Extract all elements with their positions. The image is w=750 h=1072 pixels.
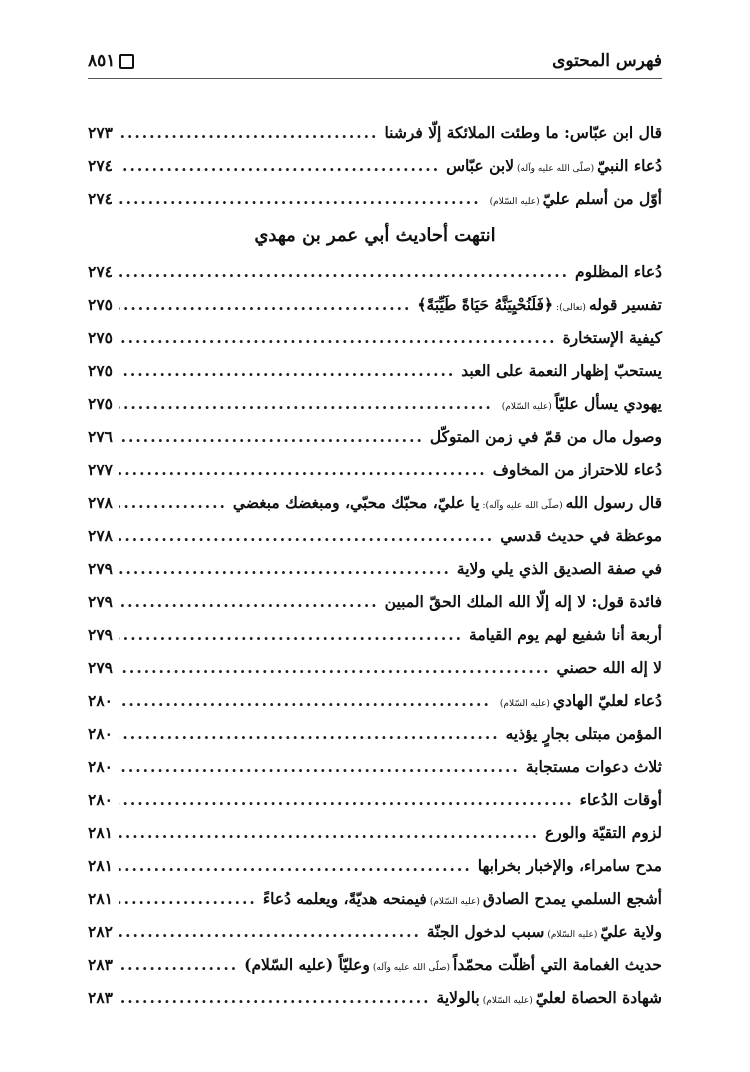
toc-entry: [88, 882, 662, 915]
dot-leader: [119, 924, 421, 940]
toc-entry-title: [469, 624, 662, 644]
toc-entry: [88, 288, 662, 321]
toc-entry-title: [505, 723, 662, 743]
toc-entry-title: [545, 822, 662, 842]
entry-title-continuation: بالولاية: [436, 987, 480, 1007]
square-icon: [119, 54, 134, 69]
dot-leader: [119, 759, 520, 775]
toc-entry-title: [262, 888, 662, 908]
toc-entry-page: ٢٧٩: [88, 657, 113, 677]
dot-leader: [119, 660, 551, 676]
entry-title-continuation: سبب لدخول الجنّة: [426, 921, 545, 941]
toc-entry: [88, 849, 662, 882]
entry-title-text: قال ابن عبّاس: ما وطئت الملائكة إلّا فرشنا: [384, 122, 662, 142]
toc-entry-title: [461, 360, 662, 380]
toc-entry-page: ٢٨٣: [88, 987, 113, 1007]
toc-entry: [88, 420, 662, 453]
entry-title-text: تفسير قوله: [588, 294, 662, 314]
entry-title-text: دُعاء النبيّ: [597, 155, 662, 175]
entry-honorific-note: (صلّى الله عليه وآله):: [482, 500, 563, 511]
entry-title-text: أوقات الدُعاء: [579, 789, 662, 809]
toc-entry-title: [487, 188, 662, 208]
entry-title-text: شهادة الحصاة لعليّ: [535, 987, 662, 1007]
toc-entry: [88, 684, 662, 717]
toc-entry-title: [579, 789, 662, 809]
entry-title-continuation: وعليّاً (عليه السّلام): [244, 954, 370, 974]
dot-leader: [119, 264, 569, 280]
toc-entry-page: ٢٧٤: [88, 155, 113, 175]
toc-entry-page: ٢٧٣: [88, 122, 113, 142]
toc-entry-page: ٢٨٠: [88, 789, 113, 809]
toc-entry-page: ٢٧٦: [88, 426, 113, 446]
toc-entry-page: ٢٧٥: [88, 327, 113, 347]
dot-leader: [119, 158, 440, 174]
toc-entry-title: [417, 294, 662, 314]
toc-entry: [88, 915, 662, 948]
entry-title-text: فائدة قول: لا إله إلّا الله الملك الحقّ المبين: [384, 591, 662, 611]
entry-title-text: في صفة الصديق الذي يلي ولاية: [456, 558, 662, 578]
entry-title-text: قال رسول الله: [565, 492, 662, 512]
entry-title-text: موعظة في حديث قدسي: [500, 525, 662, 545]
toc-entry-title: [575, 261, 662, 281]
toc-entry-title: [232, 492, 662, 512]
toc-entry: [88, 981, 662, 1014]
toc-entry-page: ٢٧٩: [88, 558, 113, 578]
dot-leader: [119, 957, 238, 973]
toc-entry: [88, 453, 662, 486]
toc-entry-title: [499, 393, 662, 413]
entry-honorific-note: (عليه السّلام): [429, 896, 480, 907]
toc-entry-title: [384, 122, 662, 142]
entry-title-continuation: ﴿فَلَنُحْيِيَنَّهُ حَيَاةً طَيِّبَةً﴾: [417, 294, 554, 314]
toc-entry: [88, 948, 662, 981]
dot-leader: [119, 627, 463, 643]
toc-entry-title: [426, 921, 662, 941]
entry-title-text: دُعاء لعليّ الهادي: [552, 690, 662, 710]
toc-entry-title: [446, 155, 662, 175]
entry-title-text: أشجع السلمي يمدح الصادق: [482, 888, 662, 908]
dot-leader: [119, 495, 227, 511]
entry-title-text: كيفية الإستخارة: [562, 327, 662, 347]
entry-title-continuation: لابن عبّاس: [446, 155, 515, 175]
toc-entry: [88, 717, 662, 750]
toc-entry-page: ٢٨١: [88, 888, 113, 908]
toc-entry-title: [492, 459, 662, 479]
toc-entry-page: ٢٧٤: [88, 261, 113, 281]
entry-title-text: ولاية عليّ: [600, 921, 662, 941]
entry-title-text: دُعاء للاحتراز من المخاوف: [492, 459, 662, 479]
entry-title-text: وصول مال من قمّ في زمن المتوكّل: [429, 426, 662, 446]
toc-entry: [88, 816, 662, 849]
entry-honorific-note: (عليه السّلام): [489, 196, 540, 207]
toc-entry-page: ٢٧٧: [88, 459, 113, 479]
toc-entry: [88, 519, 662, 552]
page-header: [88, 48, 662, 74]
entry-title-continuation: فيمنحه هديّةً، ويعلمه دُعاءً: [262, 888, 427, 908]
entry-honorific-note: (عليه السّلام): [499, 698, 550, 709]
toc-entry: [88, 354, 662, 387]
toc-entry-title: [497, 690, 662, 710]
toc-entry-page: ٢٨٠: [88, 723, 113, 743]
dot-leader: [119, 429, 424, 445]
toc-entry-page: ٢٨٠: [88, 756, 113, 776]
toc-entry: [88, 116, 662, 149]
dot-leader: [119, 191, 481, 207]
toc-entry-title: [244, 954, 662, 974]
entry-honorific-note: (صلّى الله عليه وآله): [517, 163, 595, 174]
toc-entry-title: [500, 525, 662, 545]
toc-entry: [88, 585, 662, 618]
dot-leader: [119, 528, 494, 544]
header-divider: [88, 78, 662, 79]
dot-leader: [119, 125, 378, 141]
dot-leader: [119, 297, 411, 313]
header-title: فهرس المحتوى: [552, 51, 662, 71]
toc-entry: [88, 321, 662, 354]
entry-title-continuation: يا عليّ، محبّك محبّي، ومبغضك مبغضي: [232, 492, 480, 512]
dot-leader: [119, 561, 451, 577]
entry-honorific-note: (عليه السّلام): [482, 995, 533, 1006]
toc-entry-title: [429, 426, 662, 446]
toc-entry-title: [436, 987, 662, 1007]
toc-entry-page: ٢٧٩: [88, 591, 113, 611]
entry-title-text: يستحبّ إظهار النعمة على العبد: [461, 360, 662, 380]
entry-honorific-note: (عليه السّلام): [547, 929, 598, 940]
toc-entry-page: ٢٧٩: [88, 624, 113, 644]
entry-title-text: مدح سامراء، والإخبار بخرابها: [477, 855, 662, 875]
toc-entry-title: [456, 558, 662, 578]
dot-leader: [119, 792, 574, 808]
entry-title-text: حديث الغمامة التي أظلّت محمّداً: [453, 954, 662, 974]
toc-entry-page: ٢٨٢: [88, 921, 113, 941]
toc-list: [88, 116, 662, 1014]
toc-entry-page: ٢٨١: [88, 822, 113, 842]
entry-title-text: المؤمن مبتلى بجارٍ يؤذيه: [505, 723, 662, 743]
toc-entry-page: ٢٨١: [88, 855, 113, 875]
toc-entry: [88, 618, 662, 651]
dot-leader: [119, 693, 491, 709]
dot-leader: [119, 825, 539, 841]
toc-entry: [88, 552, 662, 585]
entry-title-text: أربعة أنا شفيع لهم يوم القيامة: [469, 624, 662, 644]
entry-title-text: يهودي يسأل عليّاً: [554, 393, 662, 413]
toc-entry: [88, 255, 662, 288]
entry-honorific-note: (عليه السّلام): [501, 401, 552, 412]
header-page-label: ٨٥١: [88, 51, 116, 71]
dot-leader: [119, 891, 257, 907]
toc-entry-title: [556, 657, 662, 677]
entry-honorific-note: (تعالى):: [556, 302, 586, 313]
dot-leader: [119, 594, 379, 610]
dot-leader: [119, 363, 455, 379]
toc-entry: [88, 486, 662, 519]
dot-leader: [119, 330, 557, 346]
toc-entry: [88, 750, 662, 783]
toc-entry-title: [525, 756, 662, 776]
toc-entry: [88, 182, 662, 215]
toc-entry: [88, 387, 662, 420]
toc-entry: [88, 651, 662, 684]
dot-leader: [119, 726, 500, 742]
toc-entry: [88, 783, 662, 816]
toc-entry-title: [477, 855, 662, 875]
toc-entry-page: ٢٧٥: [88, 294, 113, 314]
toc-entry-page: ٢٨٠: [88, 690, 113, 710]
toc-entry: [88, 149, 662, 182]
entry-title-text: ثلاث دعوات مستجابة: [525, 756, 662, 776]
toc-entry-page: ٢٧٥: [88, 393, 113, 413]
dot-leader: [119, 396, 493, 412]
toc-entry-page: ٢٧٥: [88, 360, 113, 380]
entry-honorific-note: (صلّى الله عليه وآله): [372, 962, 451, 973]
toc-entry-page: ٢٧٤: [88, 188, 113, 208]
entry-title-text: لزوم التقيّة والورع: [545, 822, 662, 842]
header-page-number: [88, 51, 134, 71]
toc-entry-title: [562, 327, 662, 347]
toc-entry-page: ٢٧٨: [88, 492, 113, 512]
toc-entry-title: [384, 591, 662, 611]
dot-leader: [119, 990, 431, 1006]
dot-leader: [119, 858, 472, 874]
toc-entry-page: ٢٧٨: [88, 525, 113, 545]
toc-entry-page: ٢٨٣: [88, 954, 113, 974]
entry-title-text: دُعاء المظلوم: [575, 261, 662, 281]
section-heading: انتهت أحاديث أبي عمر بن مهدي: [254, 224, 496, 246]
entry-title-text: أوّل من أسلم عليّ: [542, 188, 662, 208]
dot-leader: [119, 462, 487, 478]
entry-title-text: لا إله الله حصني: [556, 657, 662, 677]
